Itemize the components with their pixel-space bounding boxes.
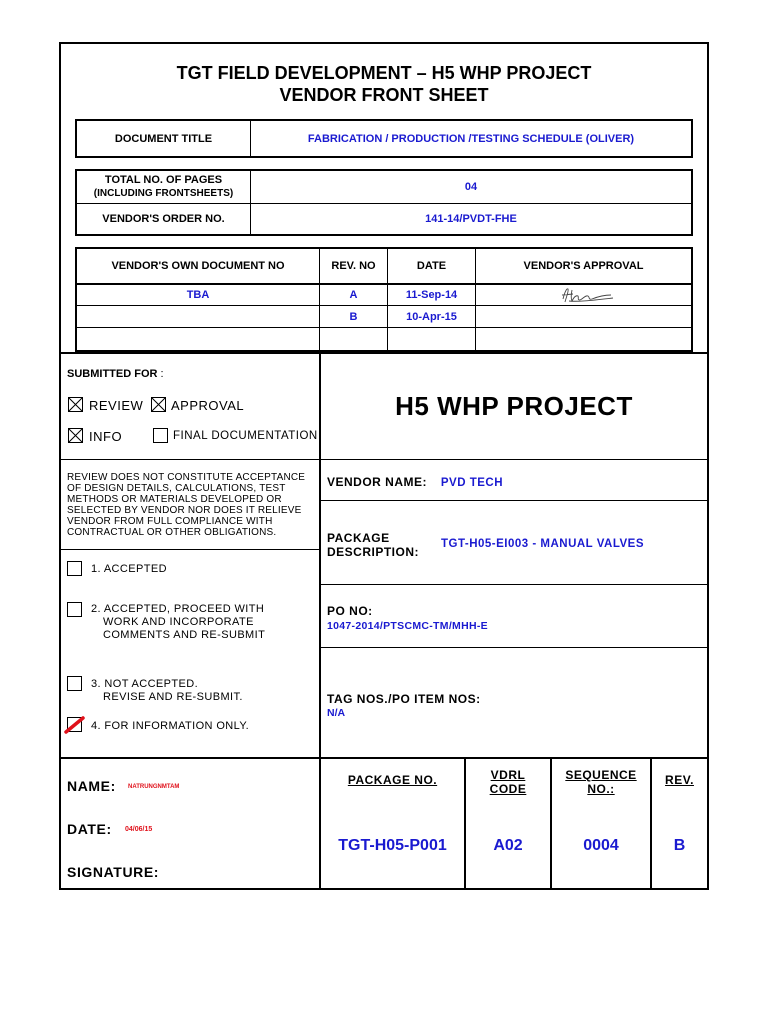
sequence-no-label — [552, 767, 650, 797]
vendor-name-value: PVD TECH — [440, 477, 504, 489]
status-line: WORK AND INCORPORATE — [103, 616, 254, 628]
total-pages-label-line2: (INCLUDING FRONTSHEETS) — [93, 188, 234, 199]
total-pages-value: 04 — [464, 181, 478, 193]
tag-numbers-value: N/A — [327, 707, 346, 719]
total-pages-label — [77, 171, 250, 203]
package-label-line2: DESCRIPTION: — [327, 545, 420, 559]
vendor-name-label: VENDOR NAME: — [327, 475, 428, 489]
date-value: 04/06/15 — [125, 826, 153, 833]
package-description-label — [327, 531, 419, 559]
row1-date: 11-Sep-14 — [405, 288, 458, 301]
sequence-no-value: 0004 — [583, 837, 619, 854]
sequence-label-line1: SEQUENCE — [565, 768, 637, 782]
name-label: NAME: — [67, 778, 116, 794]
final-documentation-label: FINAL DOCUMENTATION — [173, 430, 318, 442]
title-line-2: VENDOR FRONT SHEET — [279, 85, 489, 105]
final-documentation-checkbox[interactable] — [153, 428, 168, 443]
status-accepted-proceed-checkbox[interactable] — [67, 602, 82, 617]
disclaimer — [67, 472, 317, 538]
submitted-for-text: SUBMITTED FOR — [67, 368, 158, 380]
status-accepted-proceed-label — [91, 603, 265, 642]
row2-doc-no — [77, 306, 319, 327]
status-for-information-checkbox[interactable] — [67, 717, 82, 732]
tag-numbers-label: TAG NOS./PO ITEM NOS: — [327, 692, 481, 706]
row2-rev: B — [349, 310, 358, 323]
vendor-approval-signature — [555, 285, 619, 305]
document-title-value: FABRICATION / PRODUCTION /TESTING SCHEDULE (OLIVER) — [307, 132, 635, 145]
disclaimer-line: REVIEW DOES NOT CONSTITUTE ACCEPTANCE — [67, 472, 306, 483]
vendor-order-label: VENDOR'S ORDER NO. — [102, 213, 225, 225]
col-header-date: DATE — [416, 260, 447, 272]
disclaimer-line: CONTRACTUAL OR OTHER OBLIGATIONS. — [67, 527, 277, 538]
po-number-label: PO NO: — [327, 604, 373, 618]
project-title: H5 WHP PROJECT — [395, 390, 633, 421]
review-checkbox[interactable] — [68, 397, 83, 412]
vdrl-code-value: A02 — [493, 837, 523, 854]
sheet-title — [61, 58, 707, 110]
approval-label: APPROVAL — [171, 398, 245, 413]
submitted-for-label — [67, 368, 164, 380]
row1-rev: A — [349, 288, 358, 301]
vendor-name-row — [327, 475, 503, 489]
status-line: COMMENTS AND RE-SUBMIT — [103, 629, 266, 641]
col-header-doc-no: VENDOR'S OWN DOCUMENT NO — [111, 260, 285, 272]
vendor-order-value: 141-14/PVDT-FHE — [425, 213, 517, 225]
po-number-value: 1047-2014/PTSCMC-TM/MHH-E — [327, 620, 488, 632]
status-accepted-checkbox[interactable] — [67, 561, 82, 576]
status-line: 2. ACCEPTED, PROCEED WITH — [91, 603, 265, 615]
approval-checkbox[interactable] — [151, 397, 166, 412]
package-no-label: PACKAGE NO. — [347, 773, 438, 787]
status-for-information-label: 4. FOR INFORMATION ONLY. — [91, 720, 250, 732]
col-header-rev: REV. NO — [331, 260, 376, 272]
disclaimer-line: VENDOR FROM FULL COMPLIANCE WITH — [67, 516, 273, 527]
total-pages-label-line1: TOTAL NO. OF PAGES — [104, 174, 223, 186]
row1-doc-no: TBA — [186, 288, 210, 301]
date-label: DATE: — [67, 821, 112, 837]
package-description-value: TGT-H05-EI003 - MANUAL VALVES — [441, 538, 645, 550]
status-not-accepted-checkbox[interactable] — [67, 676, 82, 691]
col-header-approval: VENDOR'S APPROVAL — [523, 260, 644, 272]
submitted-for-colon: : — [160, 368, 164, 380]
status-accepted-label: 1. ACCEPTED — [91, 563, 167, 575]
row2-date: 10-Apr-15 — [406, 310, 457, 323]
info-checkbox[interactable] — [68, 428, 83, 443]
info-label: INFO — [89, 429, 123, 444]
title-line-1: TGT FIELD DEVELOPMENT – H5 WHP PROJECT — [176, 63, 592, 83]
vdrl-code-label — [466, 767, 550, 797]
name-value: NATRUNGNMTAM — [128, 784, 180, 790]
vdrl-label-line1: VDRL — [490, 768, 526, 782]
disclaimer-line: METHODS OR MATERIALS DEVELOPED OR — [67, 494, 282, 505]
disclaimer-line: SELECTED BY VENDOR NOR DOES IT RELIEVE — [67, 505, 302, 516]
rev-label: REV. — [665, 773, 694, 787]
package-label-line1: PACKAGE — [327, 531, 390, 545]
status-line: 3. NOT ACCEPTED. — [91, 678, 199, 690]
package-no-value: TGT-H05-P001 — [338, 837, 447, 854]
rev-value: B — [673, 837, 686, 854]
signature-label: SIGNATURE: — [67, 864, 160, 880]
review-label: REVIEW — [89, 398, 144, 413]
disclaimer-line: OF DESIGN DETAILS, CALCULATIONS, TEST — [67, 483, 286, 494]
status-line: REVISE AND RE-SUBMIT. — [103, 691, 243, 703]
vdrl-label-line2: CODE — [489, 782, 527, 796]
document-title-label: DOCUMENT TITLE — [114, 132, 213, 145]
sequence-label-line2: NO.: — [587, 782, 615, 796]
status-not-accepted-label — [91, 678, 243, 704]
